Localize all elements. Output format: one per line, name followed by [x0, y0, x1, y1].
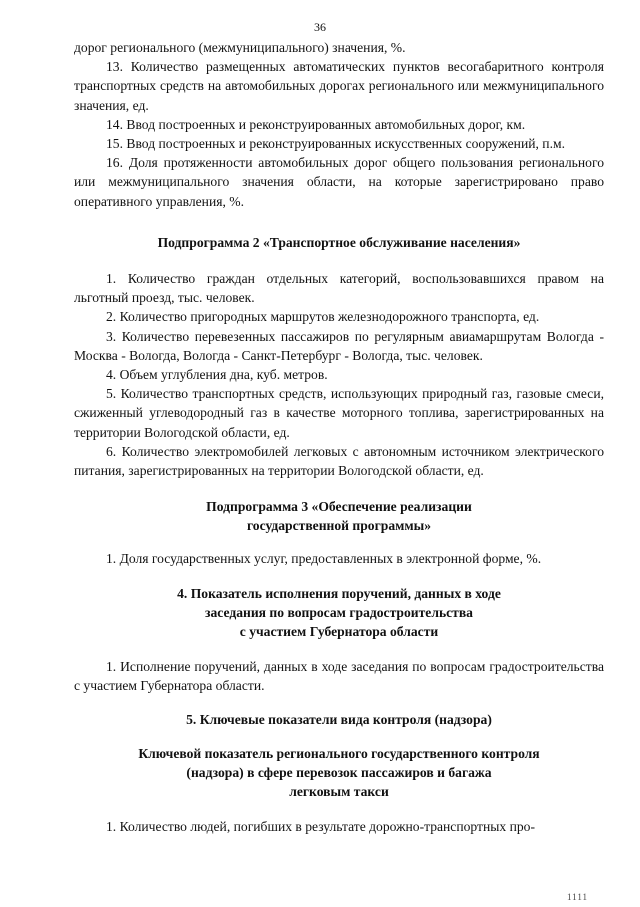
- section-5-subheading-line1: Ключевой показатель регионального государственного контроля: [138, 746, 540, 761]
- section-4-heading-line2: заседания по вопросам градостроительства: [205, 605, 473, 621]
- section-4-heading-line3: с участием Губернатора области: [239, 624, 439, 640]
- continuation-text: дорог регионального (межмуниципального) значения, %.: [74, 40, 406, 55]
- sub3-item-1: 1. Доля государственных услуг, предоставленных в электронной форме, %.: [106, 551, 542, 566]
- subprogram-3-heading: [74, 497, 604, 535]
- subprogram-3-list: [74, 549, 604, 568]
- sec5-item-1: 1. Количество людей, погибших в результате дорожно-транспортных про-: [106, 819, 535, 834]
- sub2-item-2: 2. Количество пригородных маршрутов железнодорожного транспорта, ед.: [106, 309, 540, 325]
- top-indicators-block: [74, 38, 604, 211]
- section-4-heading-line1: 4. Показатель исполнения поручений, данных в ходе: [177, 586, 501, 601]
- sub2-item-5: 5. Количество транспортных средств, использующих природный газ, газовые смеси, сжиженный углеводородный газ в качестве моторного топлива, зарегистрированных на территории Вологодской области, ед.: [74, 386, 604, 440]
- section-5-subheading-line2: (надзора) в сфере перевозок пассажиров и багажа: [186, 765, 492, 781]
- indicator-16: 16. Доля протяженности автомобильных дорог общего пользования регионального или межмуниципального значения области, на которые зарегистрировано право оперативного управления, %.: [74, 155, 604, 209]
- section-4-list: [74, 657, 604, 695]
- page-number: 36: [314, 20, 326, 34]
- sub2-item-3: 3. Количество перевезенных пассажиров по регулярным авиамаршрутам Вологда - Москва - Вологда, Вологда - Санкт-Петербург - Вологда, тыс. человек.: [74, 328, 604, 363]
- indicator-14: 14. Ввод построенных и реконструированных автомобильных дорог, км.: [106, 116, 526, 132]
- section-5-list: [74, 817, 604, 836]
- indicator-15: 15. Ввод построенных и реконструированных искусственных сооружений, п.м.: [106, 136, 565, 152]
- subprogram-3-heading-line1: Подпрограмма 3 «Обеспечение реализации: [206, 499, 472, 514]
- sub2-item-4: 4. Объем углубления дна, куб. метров.: [106, 367, 328, 383]
- indicator-13: 13. Количество размещенных автоматических пунктов весогабаритного контроля транспортных средств на автомобильных дорогах регионального или межмуниципального значения, ед.: [74, 59, 604, 113]
- section-5-heading: 5. Ключевые показатели вида контроля (надзора): [186, 712, 492, 727]
- sub2-item-6: 6. Количество электромобилей легковых с автономным источником электрического питания, зарегистрированных на территории Вологодской области, ед.: [74, 443, 604, 479]
- subprogram-2-heading: Подпрограмма 2 «Транспортное обслуживание населения»: [157, 235, 521, 250]
- section-5-subheading-line3: легковым такси: [289, 784, 389, 800]
- subprogram-2-list: [74, 269, 604, 480]
- sub2-item-1: 1. Количество граждан отдельных категорий, воспользовавшихся правом на льготный проезд, тыс. человек.: [74, 271, 604, 306]
- footer-mark: 1111: [567, 892, 588, 902]
- sec4-item-1: 1. Исполнение поручений, данных в ходе заседания по вопросам градостроительства с участием Губернатора области.: [74, 659, 604, 694]
- section-4-heading: [74, 584, 604, 642]
- subprogram-3-heading-line2: государственной программы»: [246, 518, 432, 534]
- section-5-subheading: [74, 744, 604, 802]
